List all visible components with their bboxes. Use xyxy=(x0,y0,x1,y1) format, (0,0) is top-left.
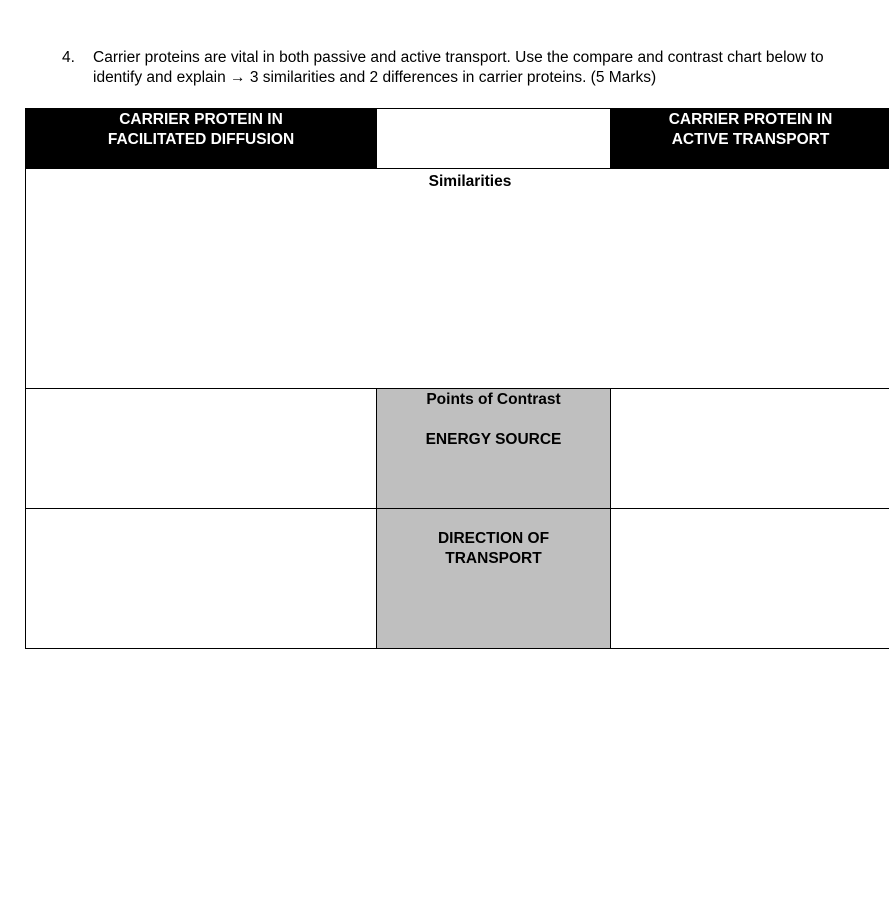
direction-label-line-2: TRANSPORT xyxy=(445,550,542,567)
right-column-header xyxy=(610,108,889,169)
direction-of-transport-cell xyxy=(376,508,611,649)
similarities-answer-area[interactable] xyxy=(25,168,889,389)
question-line-1: Carrier proteins are vital in both passive and active transport. Use the compare and contrast chart below to xyxy=(93,49,824,66)
middle-header-blank xyxy=(376,108,611,169)
right-header-line-1: CARRIER PROTEIN IN xyxy=(668,111,833,128)
points-of-contrast-label: Points of Contrast xyxy=(426,391,561,408)
right-header-line-2: ACTIVE TRANSPORT xyxy=(671,131,830,148)
direction-right-answer[interactable] xyxy=(610,508,889,649)
energy-right-answer[interactable] xyxy=(610,388,889,509)
direction-label-line-1: DIRECTION OF xyxy=(437,530,550,547)
energy-source-label: ENERGY SOURCE xyxy=(425,431,562,448)
compare-contrast-chart xyxy=(25,108,889,649)
direction-left-answer[interactable] xyxy=(25,508,377,649)
left-column-header xyxy=(25,108,377,169)
question-line-2: identify and explain → 3 similarities and 2 differences in carrier proteins. (5 Marks) xyxy=(93,69,657,86)
question-4 xyxy=(62,48,886,88)
left-header-line-2: FACILITATED DIFFUSION xyxy=(107,131,295,148)
energy-source-cell xyxy=(376,388,611,509)
similarities-label: Similarities xyxy=(428,173,512,190)
energy-left-answer[interactable] xyxy=(25,388,377,509)
left-header-line-1: CARRIER PROTEIN IN xyxy=(119,111,283,128)
question-number: 4. xyxy=(62,49,75,66)
